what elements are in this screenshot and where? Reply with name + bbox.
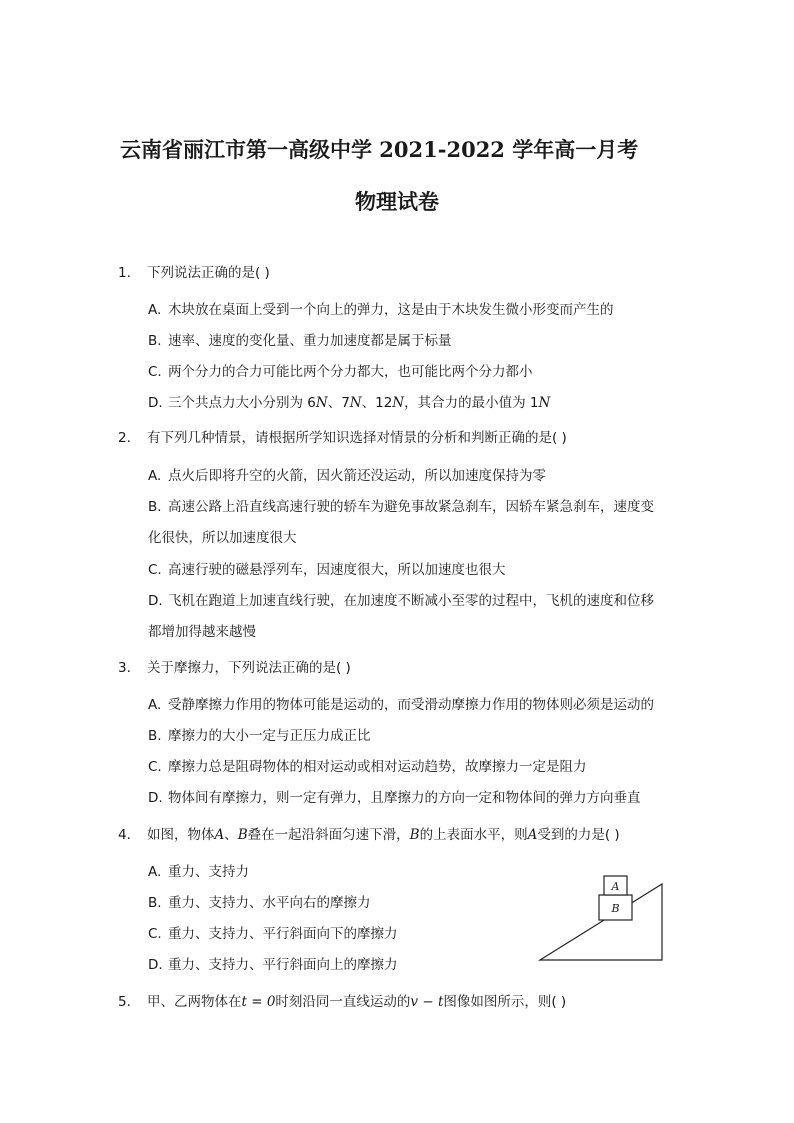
option-text: 飞机在跑道上加速直线行驶，在加速度不断减小至零的过程中，飞机的速度和位移 [168, 593, 654, 609]
question-number: 4. [118, 827, 131, 843]
q4-option-a [148, 864, 249, 880]
option-text: 重力、支持力、平行斜面向上的摩擦力 [168, 957, 398, 973]
question-4 [118, 827, 620, 843]
q3-option-b [148, 728, 371, 744]
stem-part: 如图，物体 [147, 827, 215, 843]
q2-option-b [148, 499, 654, 515]
option-letter: A. [148, 302, 162, 318]
question-number: 3. [118, 660, 131, 676]
option-text: 木块放在桌面上受到一个向上的弹力，这是由于木块发生微小形变而产生的 [168, 302, 614, 318]
option-letter: C. [148, 364, 162, 380]
option-letter: B. [148, 895, 162, 911]
option-letter: A. [148, 864, 162, 880]
unit-symbol: N [392, 395, 405, 411]
option-text: 摩擦力的大小一定与正压力成正比 [168, 728, 371, 744]
q4-option-d [148, 957, 398, 973]
question-number: 2. [118, 430, 131, 446]
incline-figure [538, 872, 668, 964]
exam-title: 云南省丽江市第一高级中学 2021-2022 学年高一月考 [120, 137, 639, 162]
option-text: 点火后即将升空的火箭，因火箭还没运动，所以加速度保持为零 [168, 468, 546, 484]
option-letter: D. [148, 593, 163, 609]
option-letter: B. [148, 499, 162, 515]
variable-a: A [527, 827, 538, 843]
option-text: 重力、支持力 [168, 864, 249, 880]
option-letter: C. [148, 926, 162, 942]
option-letter: B. [148, 333, 162, 349]
unit-symbol: N [315, 395, 328, 411]
stem-part: 的上表面水平，则 [419, 827, 528, 843]
q1-option-a [148, 302, 614, 318]
q2-option-d-continued: 都增加得越来越慢 [148, 624, 256, 640]
q4-option-b [148, 895, 371, 911]
question-stem: 关于摩擦力，下列说法正确的是( ) [147, 660, 351, 676]
variable-b: B [237, 827, 248, 843]
variable-b: B [409, 827, 420, 843]
option-text: 物体间有摩擦力，则一定有弹力，且摩擦力的方向一定和物体间的弹力方向垂直 [168, 790, 641, 806]
q2-option-b-continued: 化很快，所以加速度很大 [148, 530, 297, 546]
q4-option-c [148, 926, 398, 942]
variable-a: A [214, 827, 225, 843]
option-text: 两个分力的合力可能比两个分力都大，也可能比两个分力都小 [168, 364, 533, 380]
option-letter: A. [148, 697, 162, 713]
question-3 [118, 660, 351, 676]
option-letter: B. [148, 728, 162, 744]
block-a-label: A [611, 880, 620, 893]
option-text-part: 、7 [327, 395, 350, 411]
option-text: 高速行驶的磁悬浮列车，因速度很大，所以加速度也很大 [168, 562, 506, 578]
math-expression: t = 0 [241, 994, 276, 1010]
unit-symbol: N [349, 395, 362, 411]
option-letter: D. [148, 957, 163, 973]
q3-option-c [148, 759, 587, 775]
option-letter: D. [148, 790, 163, 806]
exam-subtitle: 物理试卷 [355, 189, 439, 214]
question-2 [118, 430, 567, 446]
option-letter: C. [148, 759, 162, 775]
option-text: 高速公路上沿直线高速行驶的轿车为避免事故紧急刹车，因轿车紧急刹车，速度变 [168, 499, 654, 515]
option-letter: A. [148, 468, 162, 484]
q2-option-a [148, 468, 546, 484]
q1-option-d [148, 395, 550, 411]
option-text: 受静摩擦力作用的物体可能是运动的，而受滑动摩擦力作用的物体则必须是运动的 [168, 697, 654, 713]
option-text-part: ，其合力的最小值为 1 [404, 395, 539, 411]
stem-part: 时刻沿同一直线运动的 [275, 994, 411, 1010]
stem-part: 受到的力是( ) [537, 827, 620, 843]
option-text: 重力、支持力、水平向右的摩擦力 [168, 895, 371, 911]
option-letter: D. [148, 395, 163, 411]
question-5 [118, 994, 566, 1010]
question-stem: 有下列几种情景，请根据所学知识选择对情景的分析和判断正确的是( ) [147, 430, 567, 446]
stem-part: 图像如图所示，则( ) [443, 994, 567, 1010]
stem-part: 叠在一起沿斜面匀速下滑， [247, 827, 410, 843]
q3-option-d [148, 790, 641, 806]
question-stem: 下列说法正确的是( ) [147, 265, 270, 281]
question-number: 1. [118, 265, 131, 281]
q2-option-c [148, 562, 506, 578]
option-text: 重力、支持力、平行斜面向下的摩擦力 [168, 926, 398, 942]
option-text: 摩擦力总是阻碍物体的相对运动或相对运动趋势，故摩擦力一定是阻力 [168, 759, 587, 775]
block-b-label: B [611, 902, 620, 915]
unit-symbol: N [538, 395, 551, 411]
question-number: 5. [118, 994, 131, 1010]
q1-option-c [148, 364, 533, 380]
math-expression: v − t [410, 994, 444, 1010]
option-text: 速率、速度的变化量、重力加速度都是属于标量 [168, 333, 452, 349]
option-letter: C. [148, 562, 162, 578]
q2-option-d [148, 593, 654, 609]
q3-option-a [148, 697, 654, 713]
option-text-part: 三个共点力大小分别为 6 [168, 395, 316, 411]
option-text-part: 、12 [361, 395, 393, 411]
stem-part: 、 [224, 827, 238, 843]
stem-part: 甲、乙两物体在 [147, 994, 242, 1010]
q1-option-b [148, 333, 452, 349]
question-1 [118, 265, 270, 281]
